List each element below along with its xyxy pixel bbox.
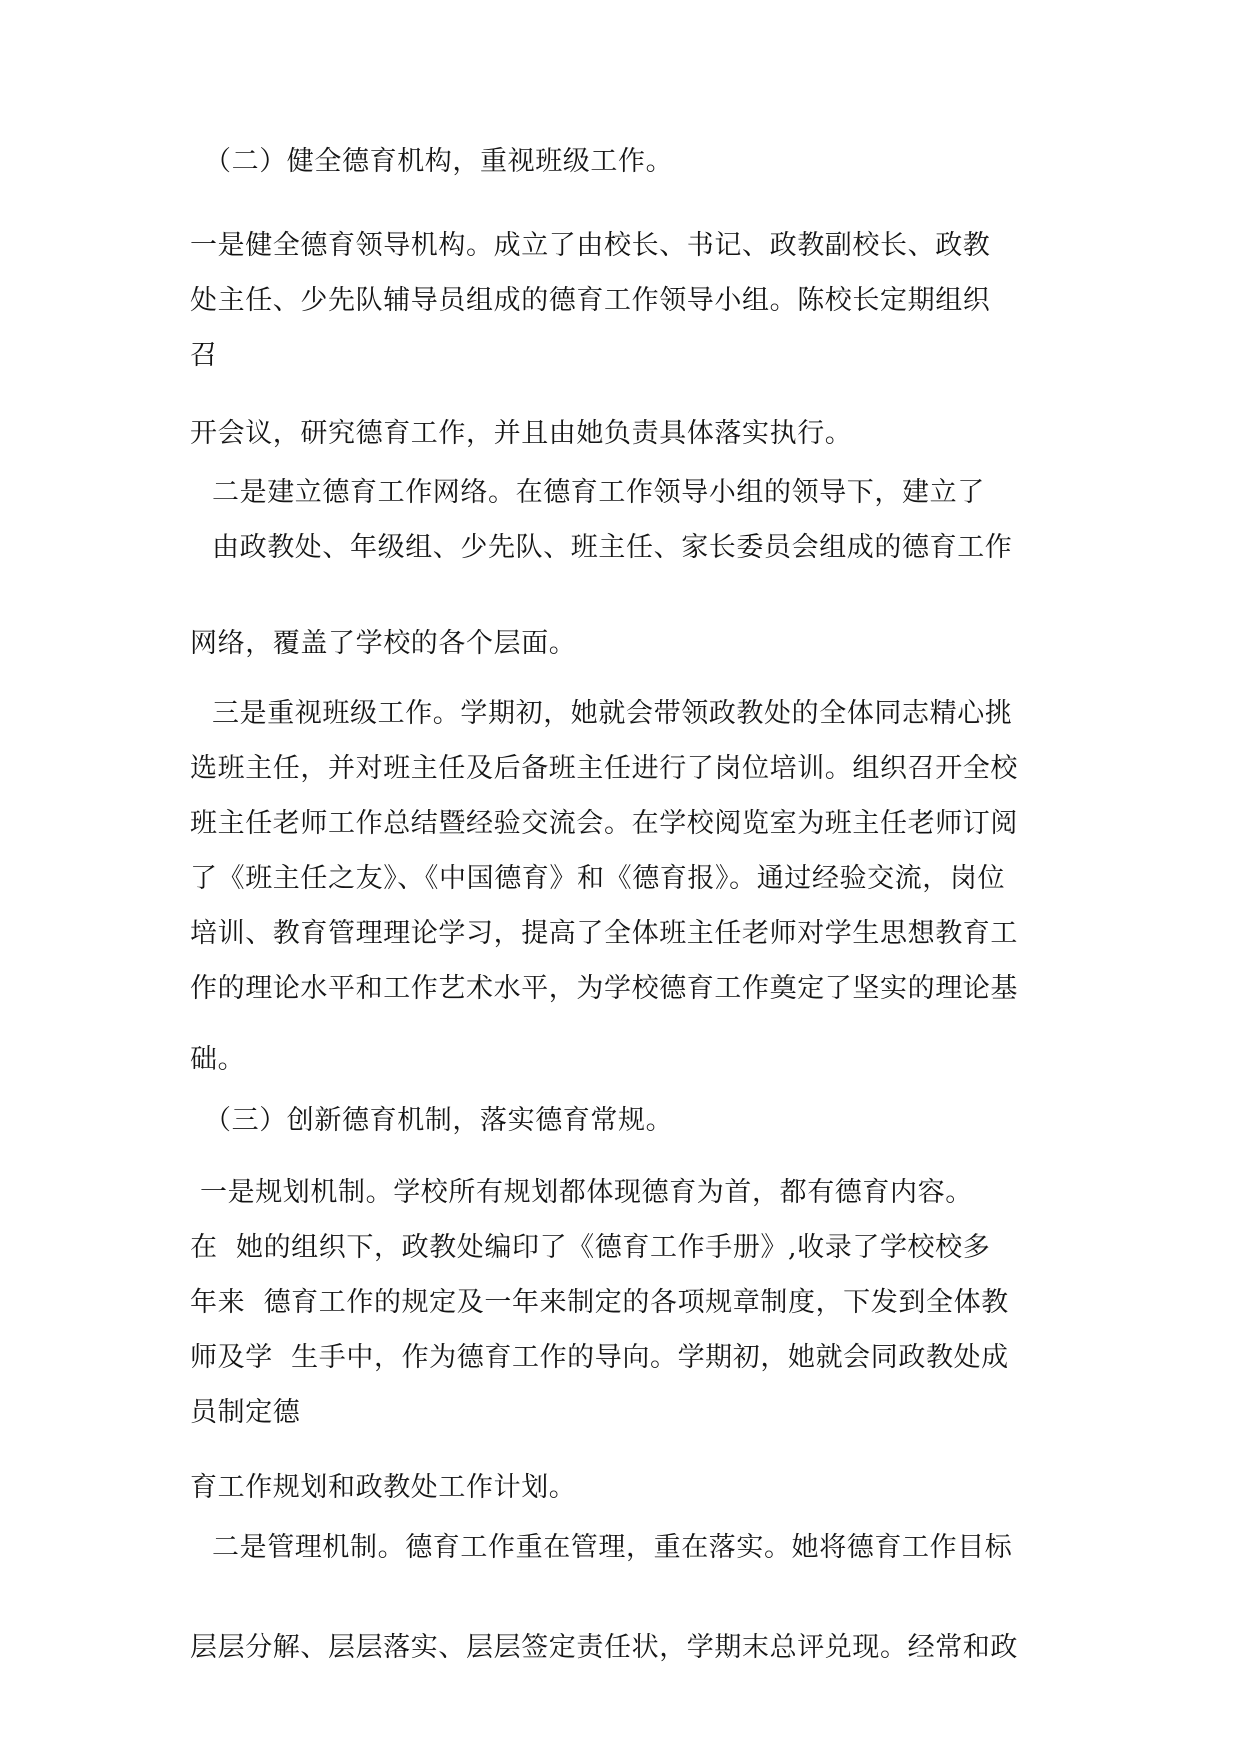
paragraph-line: 选班主任，并对班主任及后备班主任进行了岗位培训。组织召开全校 bbox=[190, 753, 1018, 784]
paragraph-line: 一是规划机制。学校所有规划都体现德育为首，都有德育内容。 bbox=[200, 1177, 973, 1208]
paragraph-line: 础。 bbox=[190, 1044, 246, 1075]
paragraph-line: 网络，覆盖了学校的各个层面。 bbox=[190, 628, 577, 659]
paragraph-line: 年来 德育工作的规定及一年来制定的各项规章制度，下发到全体教 bbox=[190, 1287, 1009, 1318]
paragraph-line: 开会议，研究德育工作，并且由她负责具体落实执行。 bbox=[190, 418, 853, 449]
paragraph-line: 二是建立德育工作网络。在德育工作领导小组的领导下，建立了 bbox=[212, 477, 985, 508]
section-heading: （二）健全德育机构，重视班级工作。 bbox=[204, 146, 674, 177]
paragraph-line: 处主任、少先队辅导员组成的德育工作领导小组。陈校长定期组织 bbox=[190, 285, 991, 316]
section-heading: （三）创新德育机制，落实德育常规。 bbox=[204, 1105, 674, 1136]
paragraph-line: 员制定德 bbox=[190, 1397, 301, 1428]
paragraph-line: 一是健全德育领导机构。成立了由校长、书记、政教副校长、政教 bbox=[190, 230, 991, 261]
paragraph-line: 三是重视班级工作。学期初，她就会带领政教处的全体同志精心挑 bbox=[212, 698, 1013, 729]
paragraph-line: 由政教处、年级组、少先队、班主任、家长委员会组成的德育工作 bbox=[212, 532, 1013, 563]
paragraph-line: 在 她的组织下，政教处编印了《德育工作手册》,收录了学校校多 bbox=[190, 1232, 991, 1263]
paragraph-line: 二是管理机制。德育工作重在管理，重在落实。她将德育工作目标 bbox=[212, 1532, 1013, 1563]
paragraph-line: 召 bbox=[190, 340, 218, 371]
paragraph-line: 育工作规划和政教处工作计划。 bbox=[190, 1472, 577, 1503]
paragraph-line: 层层分解、层层落实、层层签定责任状，学期末总评兑现。经常和政 bbox=[190, 1632, 1018, 1663]
paragraph-line: 师及学 生手中，作为德育工作的导向。学期初，她就会同政教处成 bbox=[190, 1342, 1009, 1373]
paragraph-line: 作的理论水平和工作艺术水平，为学校德育工作奠定了坚实的理论基 bbox=[190, 973, 1018, 1004]
paragraph-line: 培训、教育管理理论学习，提高了全体班主任老师对学生思想教育工 bbox=[190, 918, 1018, 949]
paragraph-line: 班主任老师工作总结暨经验交流会。在学校阅览室为班主任老师订阅 bbox=[190, 808, 1018, 839]
paragraph-line: 了《班主任之友》、《中国德育》和《德育报》。通过经验交流，岗位 bbox=[190, 863, 1006, 894]
